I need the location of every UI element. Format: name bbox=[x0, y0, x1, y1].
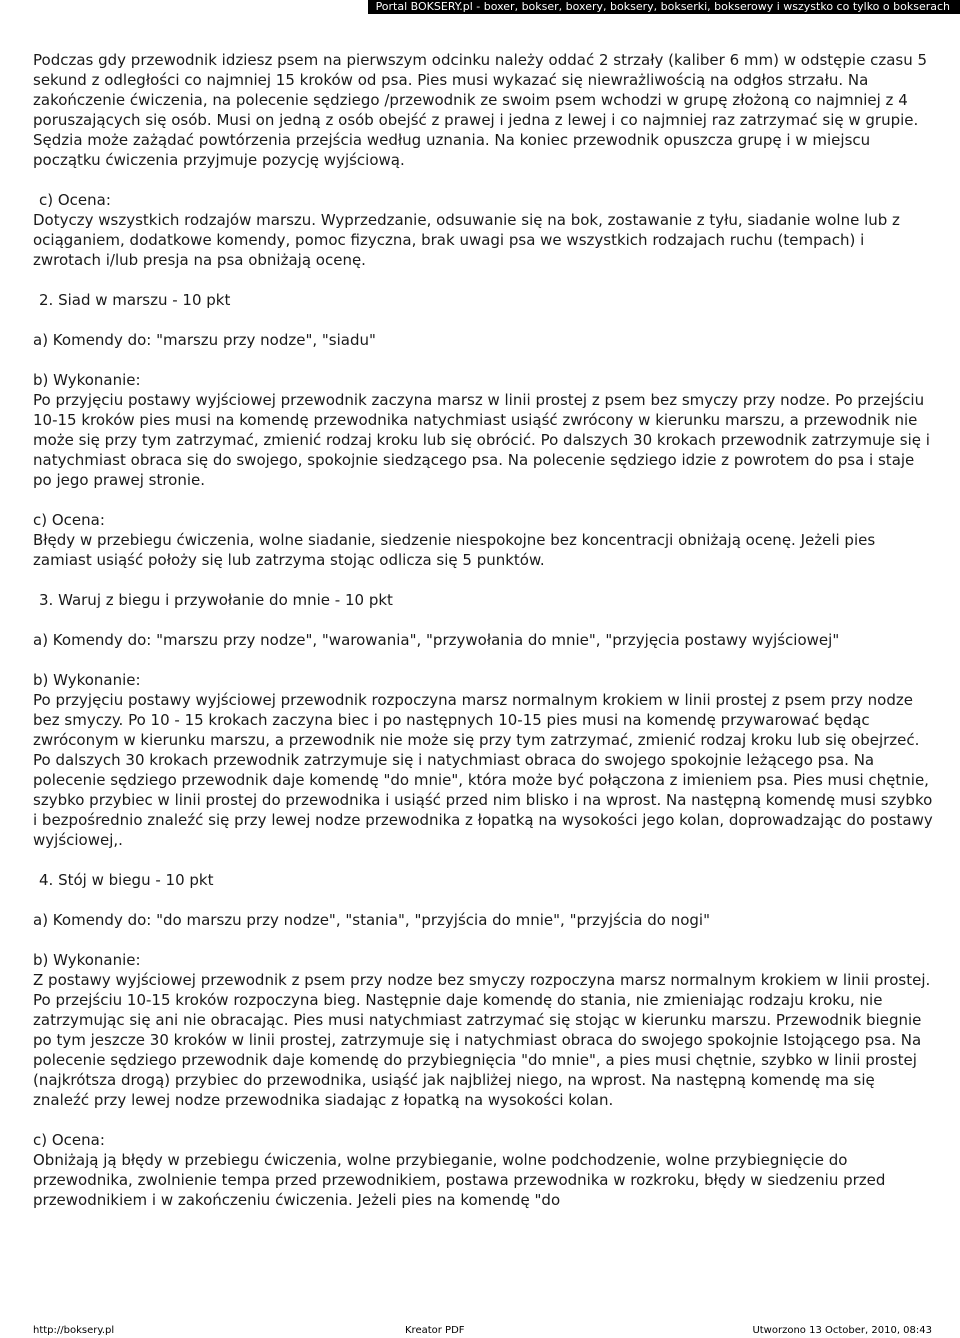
paragraph-wykonanie-2: Po przyjęciu postawy wyjściowej przewodnik zaczyna marsz w linii prostej z psem bez smyczy przy nodze. Po przejściu 10-15 kroków pies musi na komendę przewodnika natychmiast usiąść zwrócony w kierunku marszu, a przewodnik nie może się przy tym zatrzymać, zmienić rodzaj kroku lub się obrócić. Po dalszych 30 krokach przewodnik zatrzymuje się i natychmiast obraca się do swojego, spokojnie siedzącego psa. Na polecenie sędziego idzie z powrotem do psa i staje po jego prawej stronie. bbox=[33, 391, 930, 489]
section-title-3: 3. Waruj z biegu i przywołanie do mnie - 10 pkt bbox=[39, 591, 393, 609]
page-footer bbox=[33, 1323, 932, 1338]
section-title-2: 2. Siad w marszu - 10 pkt bbox=[39, 291, 231, 309]
heading-wykonanie-4: b) Wykonanie: bbox=[33, 951, 141, 969]
heading-wykonanie-3: b) Wykonanie: bbox=[33, 671, 141, 689]
commands-3: a) Komendy do: "marszu przy nodze", "warowania", "przywołania do mnie", "przyjęcia postawy wyjściowej" bbox=[33, 631, 840, 649]
document-body bbox=[33, 50, 933, 1210]
footer-creator: Kreator PDF bbox=[405, 1325, 465, 1336]
paragraph-ocena-1: Dotyczy wszystkich rodzajów marszu. Wyprzedzanie, odsuwanie się na bok, zostawanie z tyłu, siadanie wolne lub z ociąganiem, dodatkowe komendy, pomoc fizyczna, brak uwagi psa we wszystkich rodzajach ruchu (tempach) i zwrotach i/lub presja na psa obniżają ocenę. bbox=[33, 211, 900, 269]
commands-2: a) Komendy do: "marszu przy nodze", "siadu" bbox=[33, 331, 376, 349]
paragraph-wykonanie-3: Po przyjęciu postawy wyjściowej przewodnik rozpoczyna marsz normalnym krokiem w linii prostej z psem przy nodze bez smyczy. Po 10 - 15 krokach zaczyna biec i po następnych 10-15 pies musi na komendę przywarować będąc zwróconym w kierunku marszu, a przewodnik nie może się przy tym zatrzymać, zmienić rodzaj kroku lub się obejrzeć. Po dalszych 30 krokach przewodnik zatrzymuje się i natychmiast obraca do swojego spokojnie leżącego psa. Na polecenie sędziego przewodnik daje komendę "do mnie", która może być połączona z imieniem psa. Pies musi chętnie, szybko przybiec w linii prostej do przewodnika i usiąść przed nim blisko i na wprost. Na następną komendę musi szybko i bezpośrednio znaleźć się przy lewej nodze przewodnika z łopatką na wysokości jego kolan, doprowadzając do postawy wyjściowej,. bbox=[33, 691, 933, 849]
paragraph-wykonanie-4: Z postawy wyjściowej przewodnik z psem przy nodze bez smyczy rozpoczyna marsz normalnym krokiem w linii prostej. Po przejściu 10-15 kroków rozpoczyna bieg. Następnie daje komendę do stania, nie zmieniając rodzaju kroku, nie zatrzymując się ani nie obracając. Pies musi natychmiast zatrzymać się stojąc w kierunku marszu. Przewodnik biegnie po tym jeszcze 30 kroków w linii prostej, zatrzymuje się i natychmiast obraca do swojego spokojnie Istojącego psa. Na polecenie sędziego przewodnik daje komendę do przybiegnięcia "do mnie", a pies musi chętnie, szybko w linii prostej (najkrótsza drogą) przybiec do przewodnika, usiąść jak najbliżej niego, na wprost. Na następną komendę ma się znaleźć przy lewej nodze przewodnika siadając z łopatką na wysokości kolan. bbox=[33, 971, 931, 1109]
heading-ocena-4: c) Ocena: bbox=[33, 1131, 105, 1149]
page-header: Portal BOKSERY.pl - boxer, bokser, boxery, boksery, bokserki, bokserowy i wszystko co tylko o bokserach bbox=[368, 0, 960, 14]
paragraph-intro: Podczas gdy przewodnik idziesz psem na pierwszym odcinku należy oddać 2 strzały (kaliber 6 mm) w odstępie czasu 5 sekund z odległości co najmniej 15 kroków od psa. Pies musi wykazać się niewrażliwością na odgłos strzału. Na zakończenie ćwiczenia, na polecenie sędziego /przewodnik ze swoim psem wchodzi w grupę złożoną co najmniej z 4 poruszających się osób. Musi on jedną z osób obejść z prawej i jedna z lewej i co najmniej raz zatrzymać się w grupie. Sędzia może zażądać powtórzenia przejścia według uznania. Na koniec przewodnik opuszcza grupę i w miejscu początku ćwiczenia przyjmuje pozycję wyjściową. bbox=[33, 51, 928, 169]
footer-created: Utworzono 13 October, 2010, 08:43 bbox=[752, 1325, 932, 1336]
heading-wykonanie-2: b) Wykonanie: bbox=[33, 371, 141, 389]
section-title-4: 4. Stój w biegu - 10 pkt bbox=[39, 871, 214, 889]
footer-url: http://boksery.pl bbox=[33, 1325, 115, 1336]
paragraph-ocena-2: Błędy w przebiegu ćwiczenia, wolne siadanie, siedzenie niespokojne bez koncentracji obniżają ocenę. Jeżeli pies zamiast usiąść położy się lub zatrzyma stojąc odlicza się 5 punktów. bbox=[33, 531, 876, 569]
heading-ocena-2: c) Ocena: bbox=[33, 511, 105, 529]
commands-4: a) Komendy do: "do marszu przy nodze", "stania", "przyjścia do mnie", "przyjścia do nogi" bbox=[33, 911, 710, 929]
heading-ocena-1: c) Ocena: bbox=[39, 191, 111, 209]
paragraph-ocena-4: Obniżają ją błędy w przebiegu ćwiczenia, wolne przybieganie, wolne podchodzenie, wolne przybiegnięcie do przewodnika, zwolnienie tempa przed przewodnikiem, postawa przewodnika w rozkroku, błędy w siedzeniu przed przewodnikiem i w zakończeniu ćwiczenia. Jeżeli pies na komendę "do bbox=[33, 1151, 886, 1209]
